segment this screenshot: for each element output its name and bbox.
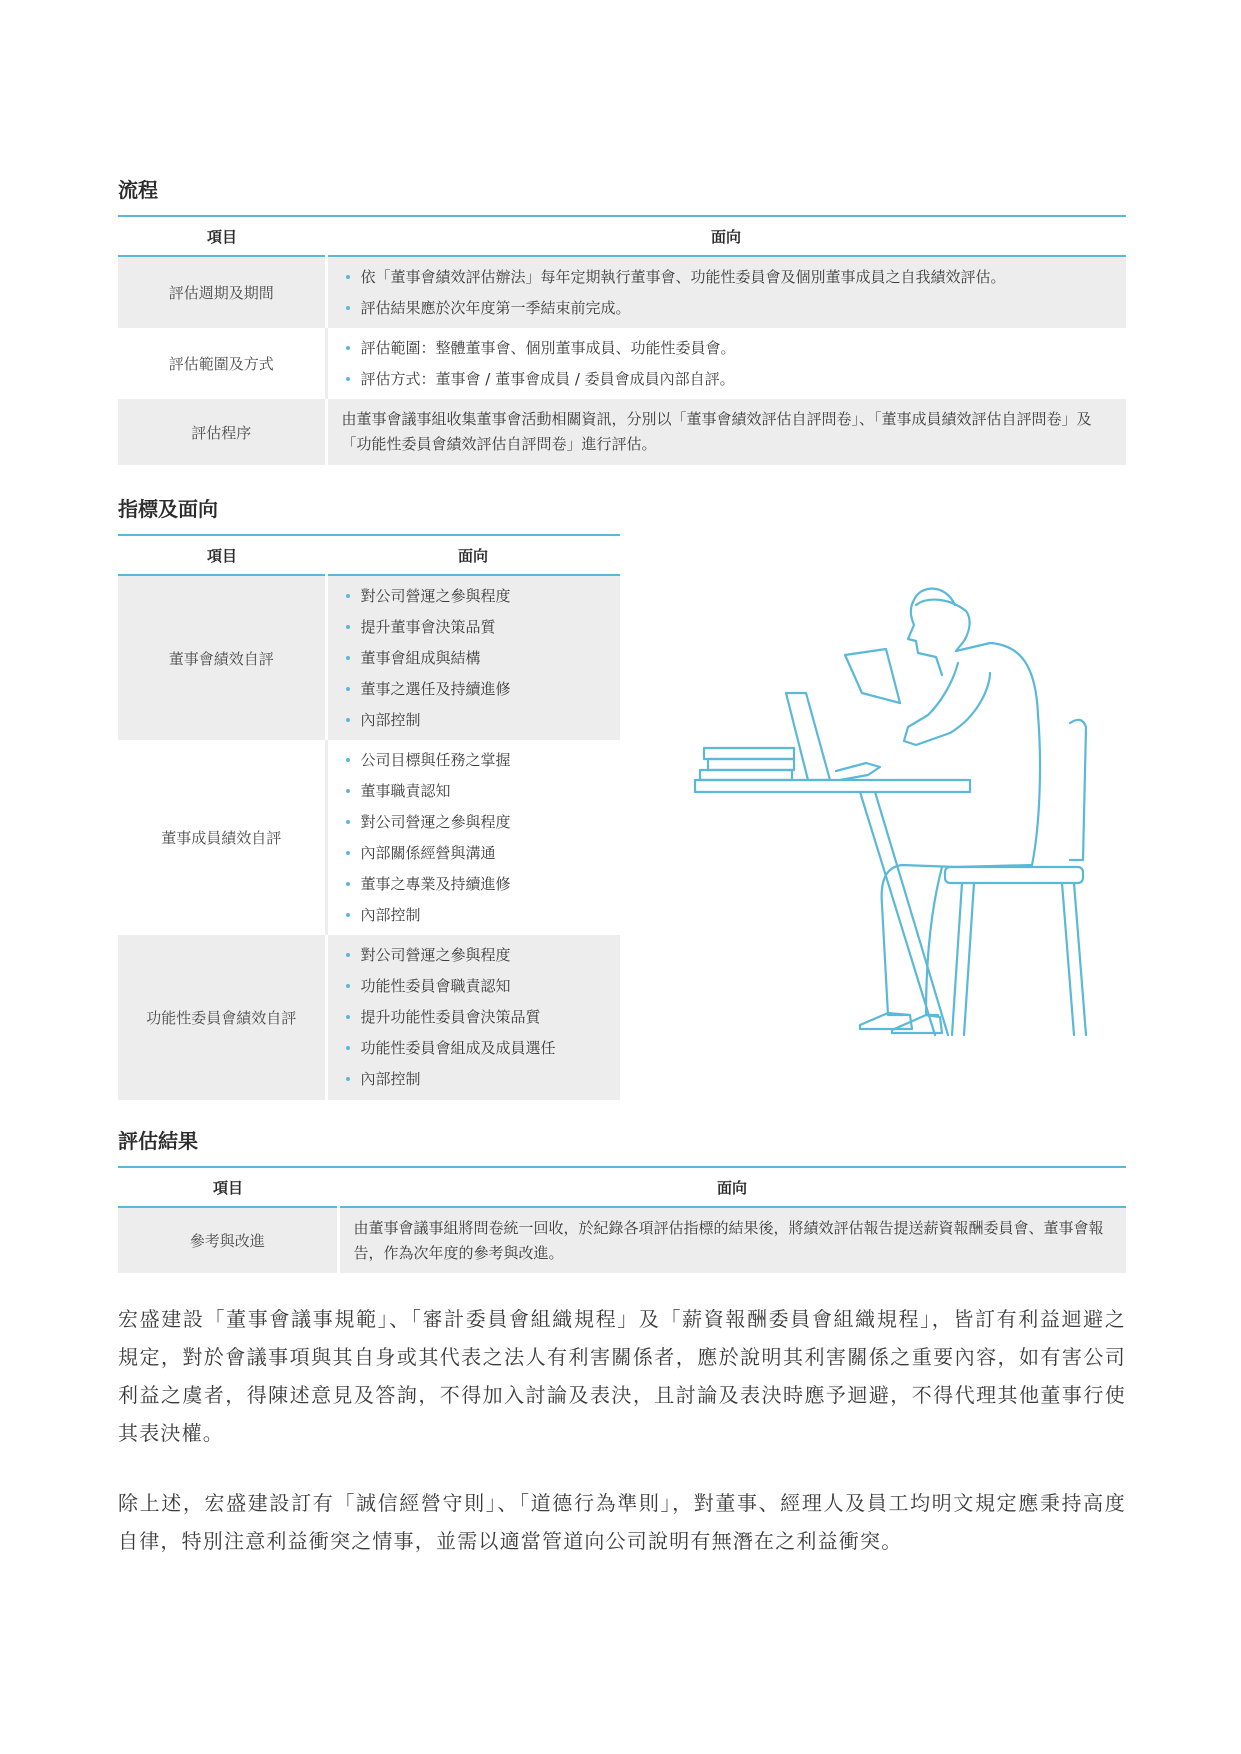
- book-icon: [700, 770, 792, 780]
- list-item: 董事之選任及持續進修: [344, 674, 607, 705]
- row-content: [326, 328, 1126, 399]
- chair-icon: [945, 867, 1083, 883]
- list-item: 功能性委員會職責認知: [344, 971, 607, 1002]
- row-content: [338, 1207, 1126, 1273]
- list-item: 對公司營運之參與程度: [344, 581, 607, 612]
- column-header-item: 項目: [118, 1167, 338, 1207]
- row-label: 功能性委員會績效自評: [118, 935, 326, 1100]
- row-content: [326, 575, 620, 740]
- row-label: 董事成員績效自評: [118, 740, 326, 935]
- row-label: 評估程序: [118, 399, 326, 465]
- list-item: 評估範圍：整體董事會、個別董事成員、功能性委員會。: [344, 333, 1113, 364]
- row-label: 董事會績效自評: [118, 575, 326, 740]
- list-item: 對公司營運之參與程度: [344, 807, 607, 838]
- table-row: [118, 399, 1126, 465]
- list-item: 對公司營運之參與程度: [344, 940, 607, 971]
- person-at-desk-illustration: [690, 575, 1120, 1045]
- list-item: 內部控制: [344, 900, 607, 931]
- column-header-item: 項目: [118, 535, 326, 575]
- list-item: 公司目標與任務之掌握: [344, 745, 607, 776]
- list-item: 內部關係經營與溝通: [344, 838, 607, 869]
- results-table: [118, 1166, 1126, 1273]
- book-icon: [704, 748, 794, 759]
- list-item: 董事會組成與結構: [344, 643, 607, 674]
- row-content: [326, 256, 1126, 328]
- book-icon: [708, 759, 794, 770]
- list-item: 評估結果應於次年度第一季結束前完成。: [344, 293, 1113, 324]
- section-title-results: 評估結果: [118, 1129, 198, 1153]
- section-title-process: 流程: [118, 178, 158, 202]
- list-item: 董事職責認知: [344, 776, 607, 807]
- row-label: 參考與改進: [118, 1207, 338, 1273]
- laptop-icon: [786, 693, 830, 780]
- list-item: 功能性委員會組成及成員選任: [344, 1033, 607, 1064]
- indicators-table: [118, 534, 620, 1100]
- list-item: 評估方式：董事會 / 董事會成員 / 委員會成員內部自評。: [344, 364, 1113, 395]
- row-label: 評估週期及期間: [118, 256, 326, 328]
- column-header-item: 項目: [118, 216, 326, 256]
- table-row: [118, 1207, 1126, 1273]
- section-title-indicators: 指標及面向: [118, 497, 218, 521]
- row-content: [326, 935, 620, 1100]
- paragraph: 除上述，宏盛建設訂有「誠信經營守則」、「道德行為準則」，對董事、經理人及員工均明文規定應秉持高度自律，特別注意利益衝突之情事，並需以適當管道向公司說明有無潛在之利益衝突。: [118, 1491, 1126, 1553]
- column-header-aspect: 面向: [338, 1167, 1126, 1207]
- row-content: [326, 740, 620, 935]
- shoe-icon: [860, 1013, 912, 1029]
- table-row: [118, 575, 620, 740]
- list-item: 內部控制: [344, 705, 607, 736]
- table-row: [118, 935, 620, 1100]
- table-row: [118, 740, 620, 935]
- list-item: 依「董事會績效評估辦法」每年定期執行董事會、功能性委員會及個別董事成員之自我績效評估。: [344, 262, 1113, 293]
- list-item: 提升功能性委員會決策品質: [344, 1002, 607, 1033]
- row-content: [326, 399, 1126, 465]
- process-table: [118, 215, 1126, 465]
- row-text: 由董事會議事組收集董事會活動相關資訊，分別以「董事會績效評估自評問卷」、「董事成員績效評估自評問卷」及「功能性委員會績效評估自評問卷」進行評估。: [341, 410, 1092, 453]
- table-row: [118, 328, 1126, 399]
- list-item: 內部控制: [344, 1064, 607, 1095]
- row-label: 評估範圍及方式: [118, 328, 326, 399]
- column-header-aspect: 面向: [326, 216, 1126, 256]
- column-header-aspect: 面向: [326, 535, 620, 575]
- paper-icon: [845, 649, 900, 703]
- table-row: [118, 256, 1126, 328]
- list-item: 提升董事會決策品質: [344, 612, 607, 643]
- row-text: 由董事會議事組將問卷統一回收，於紀錄各項評估指標的結果後，將績效評估報告提送薪資報酬委員會、董事會報告，作為次年度的參考與改進。: [353, 1218, 1104, 1262]
- desk-icon: [695, 780, 970, 792]
- paragraph: 宏盛建設「董事會議事規範」、「審計委員會組織規程」及「薪資報酬委員會組織規程」，皆訂有利益迴避之規定，對於會議事項與其自身或其代表之法人有利害關係者，應於說明其利害關係之重要內容，如有害公司利益之虞者，得陳述意見及答詢，不得加入討論及表決，且討論及表決時應予迴避，不得代理其他董事行使其表決權。: [118, 1307, 1126, 1445]
- list-item: 董事之專業及持續進修: [344, 869, 607, 900]
